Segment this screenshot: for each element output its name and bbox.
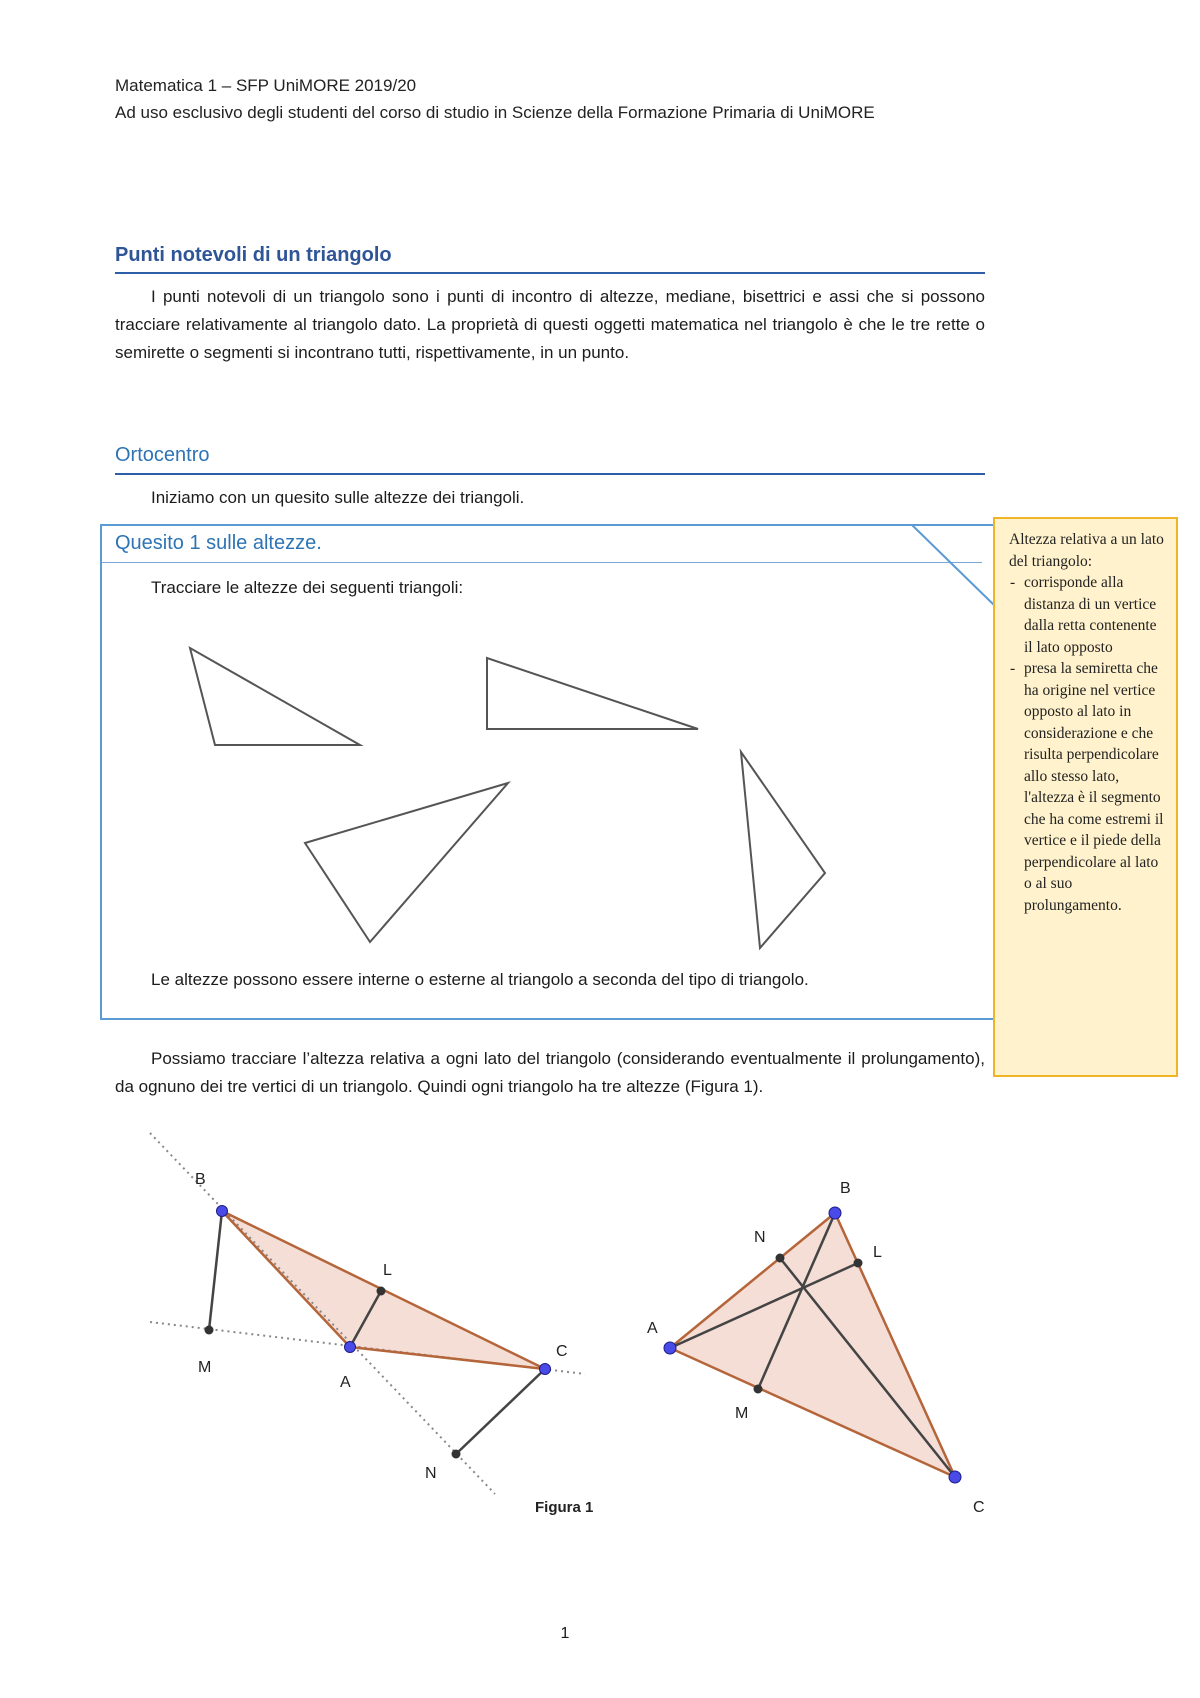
- right-label-C: C: [973, 1499, 985, 1516]
- right-point-N: [776, 1254, 785, 1263]
- left-point-M: [205, 1326, 214, 1335]
- left-label-L: L: [383, 1262, 392, 1279]
- left-label-C: C: [556, 1343, 568, 1360]
- comment-intro: Altezza relativa a un lato del triangolo:: [1009, 531, 1164, 570]
- left-point-A: [345, 1342, 356, 1353]
- left-label-A: A: [340, 1374, 351, 1391]
- header-line-2: Ad uso esclusivo degli studenti del corso di studio in Scienze della Formazione Primaria di UniMORE: [115, 103, 875, 122]
- right-label-B: B: [840, 1180, 851, 1197]
- right-point-A: [664, 1342, 676, 1354]
- quesito-title: Quesito 1 sulle altezze.: [115, 532, 322, 554]
- right-point-B: [829, 1207, 841, 1219]
- section-intro: I punti notevoli di un triangolo sono i punti di incontro di altezze, mediane, bisettrici e assi che si possono tracciare relativamente al triangolo dato. La proprietà di questi oggetti matematica nel triangolo è che le tre rette o semirette o segmenti si incontrano tutti, rispettivamente, in un punto.: [115, 287, 985, 362]
- right-point-M: [754, 1385, 763, 1394]
- right-point-L: [854, 1259, 863, 1268]
- right-label-N: N: [754, 1229, 766, 1246]
- right-label-A: A: [647, 1320, 658, 1337]
- quesito-note: Le altezze possono essere interne o esterne al triangolo a seconda del tipo di triangolo.: [151, 970, 809, 989]
- ortocentro-title: Ortocentro: [115, 444, 210, 466]
- right-label-L: L: [873, 1244, 882, 1261]
- figure-left: [150, 1133, 585, 1494]
- quesito-instruction: Tracciare le altezze dei seguenti triangoli:: [151, 578, 464, 597]
- ortocentro-intro: Iniziamo con un quesito sulle altezze dei triangoli.: [151, 488, 525, 507]
- left-point-C: [540, 1364, 551, 1375]
- left-label-M: M: [198, 1359, 212, 1376]
- left-label-B: B: [195, 1171, 206, 1188]
- section-title: Punti notevoli di un triangolo: [115, 244, 392, 266]
- left-point-N: [452, 1450, 461, 1459]
- altitude-CN: [456, 1369, 545, 1454]
- right-point-C: [949, 1471, 961, 1483]
- comment-item: - corrisponde alla distanza di un vertice dalla retta contenente il lato opposto: [1024, 572, 1168, 658]
- header-line-1: Matematica 1 – SFP UniMORE 2019/20: [115, 76, 417, 95]
- left-point-B: [217, 1206, 228, 1217]
- left-point-L: [377, 1287, 386, 1296]
- right-label-M: M: [735, 1405, 749, 1422]
- altitude-BM: [209, 1211, 222, 1330]
- figure-caption: Figura 1: [535, 1499, 594, 1516]
- page-number: 1: [560, 1625, 570, 1642]
- body-paragraph: Possiamo tracciare l’altezza relativa a ogni lato del triangolo (considerando eventualmente il prolungamento), da ognuno dei tre vertici di un triangolo. Quindi ogni triangolo ha tre altezze (Figura 1).: [115, 1049, 985, 1096]
- figure-right: [647, 1180, 985, 1516]
- comment-item: - presa la semiretta che ha origine nel vertice opposto al lato in considerazione e che risulta perpendicolare allo stesso lato, l'altezza è il segmento che ha come estremi il vertice e il piede della perpendicolare al lato o al suo prolungamento.: [1024, 658, 1168, 916]
- right-triangle-fill: [670, 1213, 955, 1477]
- left-label-N: N: [425, 1465, 437, 1482]
